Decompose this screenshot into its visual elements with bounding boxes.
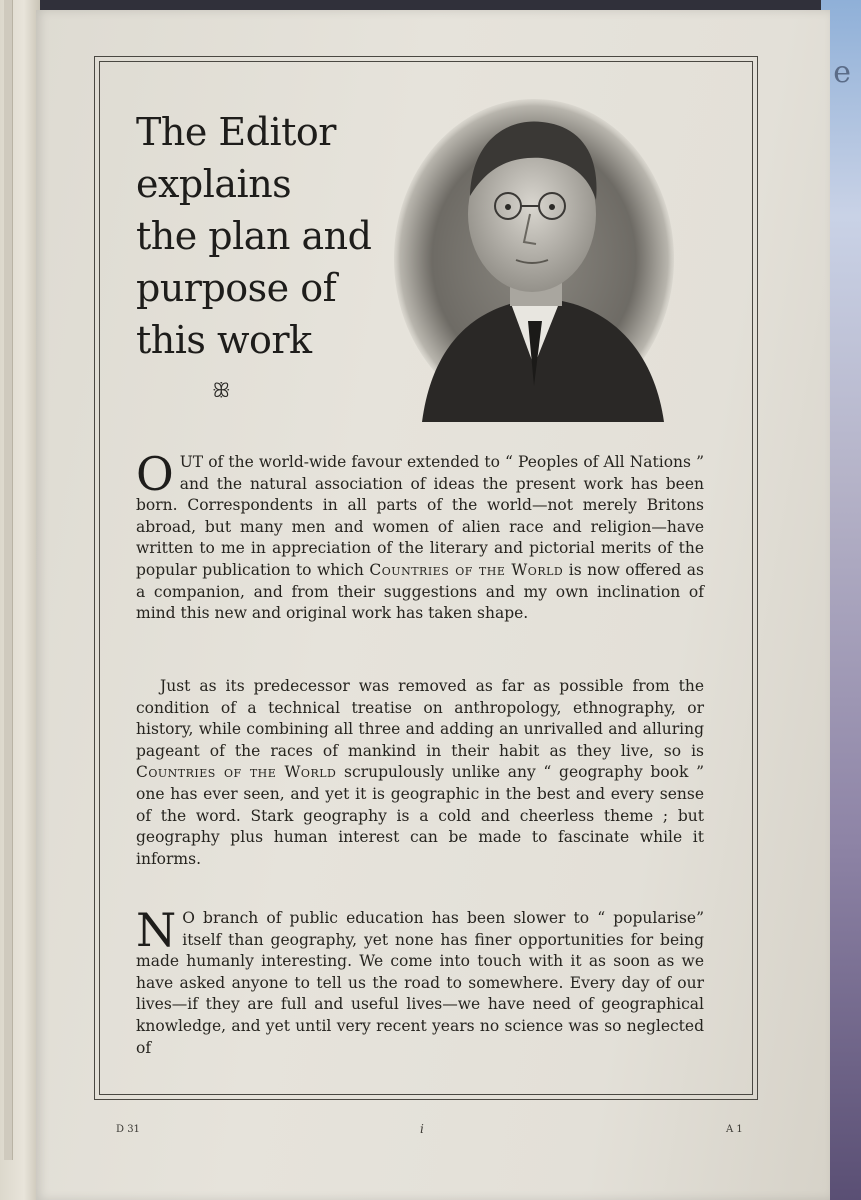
floral-ornament-icon: ꕥ: [212, 378, 231, 402]
adjacent-book-left: [0, 0, 40, 1200]
work-title: Countries of the World: [369, 560, 564, 579]
paragraph-text: is now offered as a companion, and from their suggestions and my own inclination of mind this new and original work has taken shape.: [136, 560, 704, 623]
editor-portrait: [392, 96, 676, 422]
dropcap: N: [136, 903, 177, 957]
footer-signature-mark: D 31: [116, 1124, 140, 1135]
paragraph-intro: [136, 447, 704, 625]
paragraph-geography: [136, 903, 704, 1059]
work-title: Countries of the World: [136, 763, 337, 782]
paragraph-text: Just as its predecessor was removed as far as possible from the condition of a technical treatise on anthropology, ethnography, or history, while combining all three and adding an unrivalled and alluring pageant of the races of mankind in their habit as they live, so is: [136, 677, 704, 760]
paragraph-predecessor: [136, 676, 704, 870]
title-line: the plan and: [136, 214, 372, 258]
paragraph-text: O branch of public education has been slower to “ popularise” itself than geography, yet none has finer opportunities for being made humanly interesting. We come into touch with it as soon as we have asked anyone to tell us the road to somewhere. Every day of our lives—if they are full and useful lives—we have need of geographical knowledge, and yet until very recent years no science was so neglected of: [136, 909, 704, 1057]
title-line: explains: [136, 162, 292, 206]
title-line: The Editor: [136, 110, 336, 154]
title-line: purpose of: [136, 266, 337, 310]
page-number: i: [420, 1122, 424, 1136]
book-spine: [4, 0, 13, 1160]
title-line: this work: [136, 318, 312, 362]
dropcap: O: [136, 447, 174, 501]
page-title: [136, 106, 396, 366]
paragraph-text: scrupulously unlike any “ geography book ” one has ever seen, and yet it is geographic in the best and every sense of the word. Stark geography is a cold and cheerless theme ; but geography plus human interest can be made to fascinate while it informs.: [136, 763, 704, 868]
cover-letter: e: [833, 55, 851, 90]
paragraph-text: UT of the world-wide favour extended to “ Peoples of All Nations ” and the natural association of ideas the present work has been born. Correspondents in all parts of the world—not merely Britons abroad, but many men and women of alien race and religion—have written to me in appreciation of the literary and pictorial merits of the popular publication to which: [136, 453, 704, 579]
footer-sheet-mark: A 1: [726, 1124, 743, 1135]
